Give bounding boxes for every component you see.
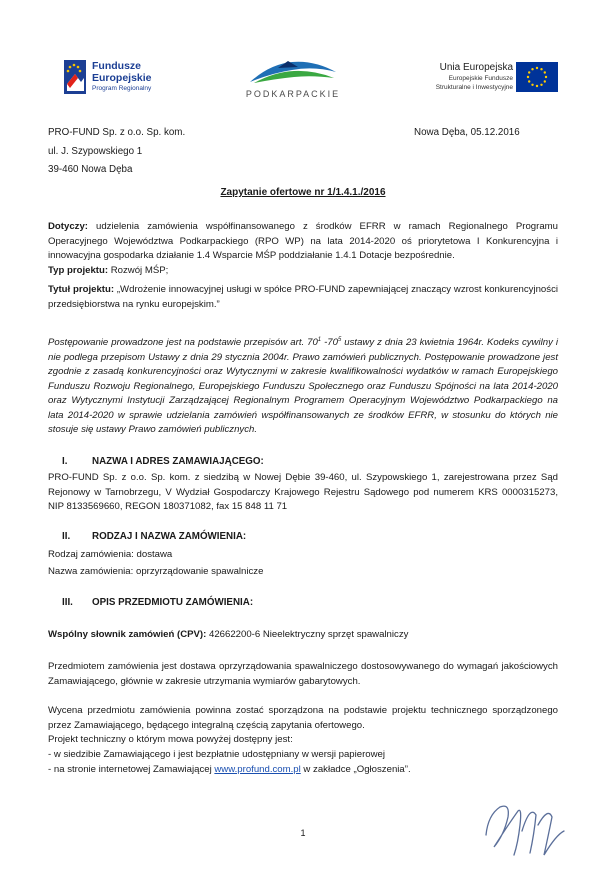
dotyczy-text: udzielenia zamówienia współfinansowanego z środków EFRR w ramach Regionalnego Programu Operacyjnego Województwa Podkarpackiego (RPO WP) na lata 2014-2020 oś priorytetowa I Konkurencyjna i innowacyjna gospodarka działanie 1.4 Wsparcie MŚP poddziałanie 1.4.1 Dotacje bezpośrednie. [48,221,558,261]
section-1-heading [62,456,264,467]
intro-tytul [48,283,558,312]
legal-text-1: Postępowanie prowadzone jest na podstawie przepisów art. 70 [48,337,318,349]
cpv-text: 42662200-6 Nieelektryczny sprzęt spawalniczy [206,629,409,640]
ue-logo-line2: Europejskie Fundusze [448,75,513,82]
fe-logo-line2: Europejskie [92,72,152,84]
sender-line1: PRO-FUND Sp. z o.o. Sp. kom. [48,127,186,138]
ue-logo-line1: Unia Europejska [439,62,513,73]
page-number: 1 [300,828,306,838]
section-1-title: NAZWA I ADRES ZAMAWIAJĄCEGO: [92,456,264,467]
legal-basis-paragraph [48,333,558,438]
legal-sup-1: 1 [317,337,322,343]
place-date: Nowa Dęba, 05.12.2016 [414,127,520,138]
header-logos [0,52,606,112]
section-3-number: III. [62,597,73,608]
cpv-label: Wspólny słownik zamówień (CPV): [48,629,207,640]
section-1-text: PRO-FUND Sp. z o.o. Sp. kom. z siedzibą w Nowej Dębie 39-460, ul. Szypowskiego 1, zarejestrowana przez Sąd Rejonowy w Tarnobrzegu, V Wydział Gospodarczy Krajowego Rejestru Sądowego pod numerem KRS 0000315273, NIP 8133569660, REGON 180371082, fax 15 848 11 71 [48,472,558,512]
section-2-body [48,546,263,580]
sender-line2: ul. J. Szypowskiego 1 [48,145,143,157]
fundusze-europejskie-logo [64,58,184,102]
section-3-heading [62,597,253,608]
section-2-heading [62,531,246,542]
podkarpackie-text: PODKARPACKIE [245,89,341,99]
section-3-para-2: Wycena przedmiotu zamówienia powinna zostać sporządzona na podstawie projektu technicznego sporządzonego przez Zamawiającego, będącego integralną częścią zapytania ofertowego. [48,705,558,731]
order-type-line: Rodzaj zamówienia: dostawa [48,549,173,560]
tytul-text: „Wdrożenie innowacyjnej usługi w spółce PRO-FUND zapewniającej znaczący wzrost konkurencyjności przedsiębiorstwa na rynku europejskim.” [48,284,558,310]
ue-logo-line3: Strukturalne i Inwestycyjne [435,84,513,91]
legal-text-3: ustawy z dnia 23 kwietnia 1964r. Kodeks cywilny i nie podlega przepisom Ustawy z dnia 29 stycznia 2004r. Prawo zamówień publicznych. Postępowanie prowadzone jest zgodnie z zasadą konkurencyjności oraz Wytycznymi w zakresie kwalifikowalności wydatków w ramach Europejskiego Funduszu Rozwoju Regionalnego, Europejskiego Funduszu Społecznego oraz Funduszu Spójności na lata 2014-2020 oraz Wytycznymi Instytucji Zarządzającej Regionalnym Programem Operacyjnym Województwo Podkarpackiego na lata 2014-2020 w sprawie udzielania zamówień współfinansowanych ze środków EFRR, w stosunku do których nie stosuje się ustawy Prawo zamówień publicznych. [48,337,558,436]
section-2-number: II. [62,531,71,542]
section-3-para-3: Projekt techniczny o którym mowa powyżej dostępny jest: [48,734,293,745]
sender-line3: 39-460 Nowa Dęba [48,164,133,175]
fe-logo-line1: Fundusze [92,60,141,72]
bullet-2-post: w zakładce „Ogłoszenia”. [300,764,411,775]
signature-scribble [478,795,568,865]
dotyczy-label: Dotyczy: [48,221,88,232]
fe-flag-icon [64,60,86,94]
intro-dotyczy [48,220,558,264]
section-3-bullet-1: - w siedzibie Zamawiającego i jest bezpłatnie udostępniany w wersji papierowej [48,749,386,760]
podkarpackie-logo [233,58,353,102]
intro-typ [48,264,558,279]
eu-flag-icon [516,62,558,92]
order-name-line: Nazwa zamówienia: oprzyrządowanie spawalnicze [48,566,264,577]
fe-logo-line3: Program Regionalny [92,85,152,92]
legal-text-2: -70 [321,337,338,349]
section-3-bullet-2 [48,763,558,778]
section-3-title: OPIS PRZEDMIOTU ZAMÓWIENIA: [92,597,254,608]
sender-address [48,124,185,180]
section-2-title: RODZAJ I NAZWA ZAMÓWIENIA: [92,531,247,542]
podkarpackie-mountains-icon [248,58,338,84]
cpv-line [48,628,558,643]
ue-logo [418,62,558,106]
tytul-label: Tytuł projektu: [48,284,115,295]
section-1-number: I. [62,456,68,467]
section-3-para-1: Przedmiotem zamówienia jest dostawa oprzyrządowania spawalniczego dostosowywanego do wymagań jakościowych Zamawiającego, głównie w zakresie utrzymania wymiarów gabarytowych. [48,661,558,687]
profund-website-link[interactable]: www.profund.com.pl [214,764,301,775]
bullet-2-pre: - na stronie internetowej Zamawiającej [48,764,215,775]
document-title: Zapytanie ofertowe nr 1/1.4.1./2016 [220,187,386,198]
legal-sup-2: 5 [337,337,342,343]
typ-label: Typ projektu: [48,265,109,276]
typ-text: Rozwój MŚP; [108,265,169,276]
